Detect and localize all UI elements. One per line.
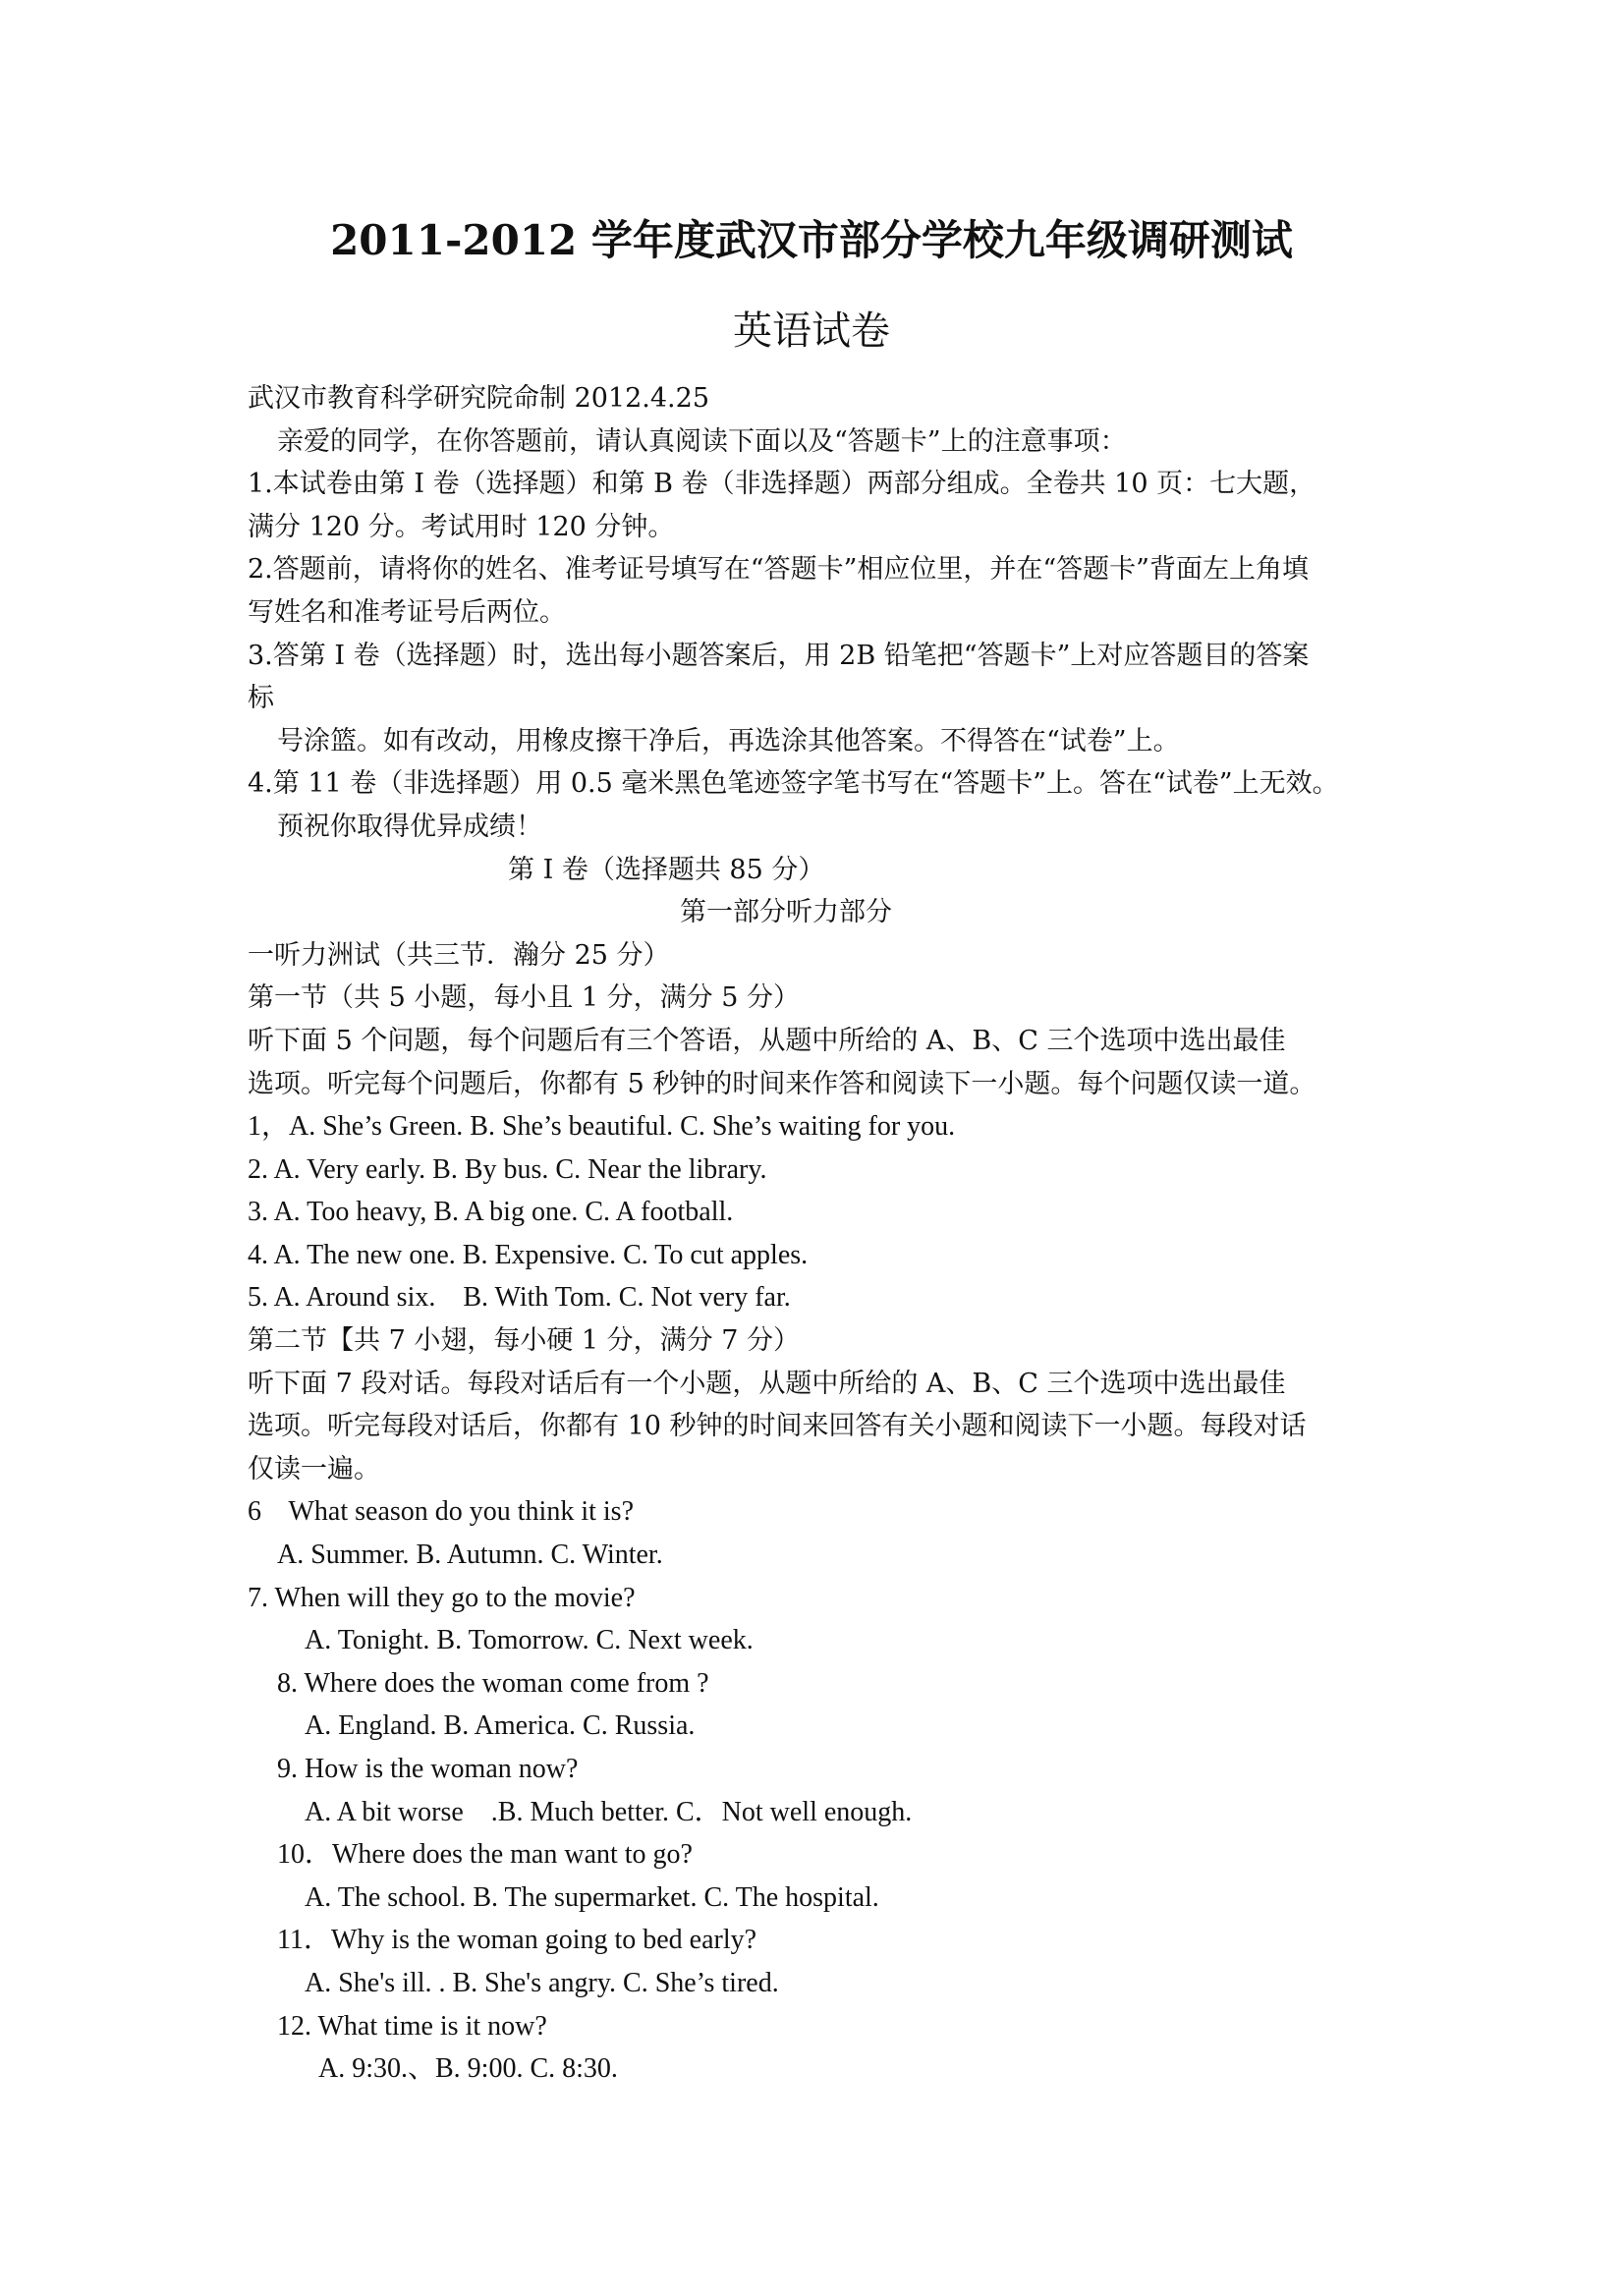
question-10-options: A. The school. B. The supermarket. C. The hospital. <box>305 1881 879 1913</box>
notice-4: 4.第 11 卷（非选择题）用 0.5 毫米黑色笔迹签字笔书写在“答题卡”上。答在“试卷”上无效。 <box>248 768 1339 800</box>
notice-3-line-3: 号涂篮。如有改动，用橡皮擦干净后，再选涂其他答案。不得答在“试卷”上。 <box>277 725 1180 756</box>
question-9-options: A. A bit worse .B. Much better. C．Not well enough. <box>305 1796 913 1827</box>
listening-test-heading: 一听力洲试（共三节．瀚分 25 分） <box>248 939 670 971</box>
question-12-options: A. 9:30.、B. 9:00. C. 8:30. <box>318 2053 618 2085</box>
question-7-options: A. Tonight. B. Tomorrow. C. Next week. <box>305 1625 754 1656</box>
question-8-options: A. England. B. America. C. Russia. <box>305 1710 696 1742</box>
question-10: 10．Where does the man want to go? <box>277 1839 693 1871</box>
question-12: 12. What time is it now? <box>277 2010 547 2042</box>
exam-subtitle: 英语试卷 <box>733 308 890 354</box>
good-luck-line: 预祝你取得优异成绩！ <box>277 811 542 842</box>
notice-2-line-2: 写姓名和准考证号后两位。 <box>248 596 566 628</box>
exam-body <box>248 377 1397 2091</box>
question-6: 6 What season do you think it is? <box>248 1496 634 1528</box>
question-11: 11．Why is the woman going to bed early? <box>277 1925 757 1956</box>
notice-3-line-1: 3.答第 I 卷（选择题）时，选出每小题答案后，用 2B 铅笔把“答题卡”上对应答题目的答案 <box>248 640 1310 671</box>
question-11-options: A. She's ill. . B. She's angry. C. She’s tired. <box>305 1967 779 1998</box>
notice-intro: 亲爱的同学，在你答题前，请认真阅读下面以及“答题卡”上的注意事项： <box>277 425 1127 457</box>
listening-part-heading: 第一部分听力部分 <box>680 897 892 928</box>
section-one-instructions-1: 听下面 5 个问题，每个问题后有三个答语，从题中所给的 A、B、C 三个选项中选出最佳 <box>248 1025 1286 1056</box>
notice-2-line-1: 2.答题前，请将你的姓名、准考证号填写在“答题卡”相应位里，并在“答题卡”背面左上角填 <box>248 554 1309 586</box>
exam-title: 2011-2012 学年度武汉市部分学校九年级调研测试 <box>330 216 1293 264</box>
notice-3-line-2: 标 <box>248 683 274 714</box>
question-9: 9. How is the woman now? <box>277 1754 579 1784</box>
section-two-heading: 第二节【共 7 小翅，每小硬 1 分，满分 7 分） <box>248 1325 801 1357</box>
question-1: 1，A. She’s Green. B. She’s beautiful. C. She’s waiting for you. <box>248 1111 956 1143</box>
question-2: 2. A. Very early. B. By bus. C. Near the library. <box>248 1153 767 1185</box>
question-3: 3. A. Too heavy, B. A big one. C. A football. <box>248 1197 734 1228</box>
notice-1-line-1: 1.本试卷由第 I 卷（选择题）和第 B 卷（非选择题）两部分组成。全卷共 10 页：七大题， <box>248 469 1316 500</box>
section-two-instructions-2: 选项。听完每段对话后，你都有 10 秒钟的时间来回答有关小题和阅读下一小题。每段对话 <box>248 1411 1307 1442</box>
question-4: 4. A. The new one. B. Expensive. C. To cut apples. <box>248 1239 809 1270</box>
question-5: 5. A. Around six. B. With Tom. C. Not very far. <box>248 1282 791 1314</box>
part-one-heading: 第 I 卷（选择题共 85 分） <box>508 854 825 885</box>
section-one-heading: 第一节（共 5 小题，每小且 1 分，满分 5 分） <box>248 982 801 1014</box>
notice-1-line-2: 满分 120 分。考试用时 120 分钟。 <box>248 511 675 542</box>
question-8: 8. Where does the woman come from ? <box>277 1667 709 1699</box>
section-one-instructions-2: 选项。听完每个问题后，你都有 5 秒钟的时间来作答和阅读下一小题。每个问题仅读一道。 <box>248 1068 1316 1099</box>
question-6-options: A. Summer. B. Autumn. C. Winter. <box>277 1540 663 1571</box>
section-two-instructions-3: 仅读一遍。 <box>248 1453 380 1484</box>
section-two-instructions-1: 听下面 7 段对话。每段对话后有一个小题，从题中所给的 A、B、C 三个选项中选出最佳 <box>248 1368 1286 1399</box>
issuer-line: 武汉市教育科学研究院命制 2012.4.25 <box>248 383 709 414</box>
question-7: 7. When will they go to the movie? <box>248 1582 636 1613</box>
